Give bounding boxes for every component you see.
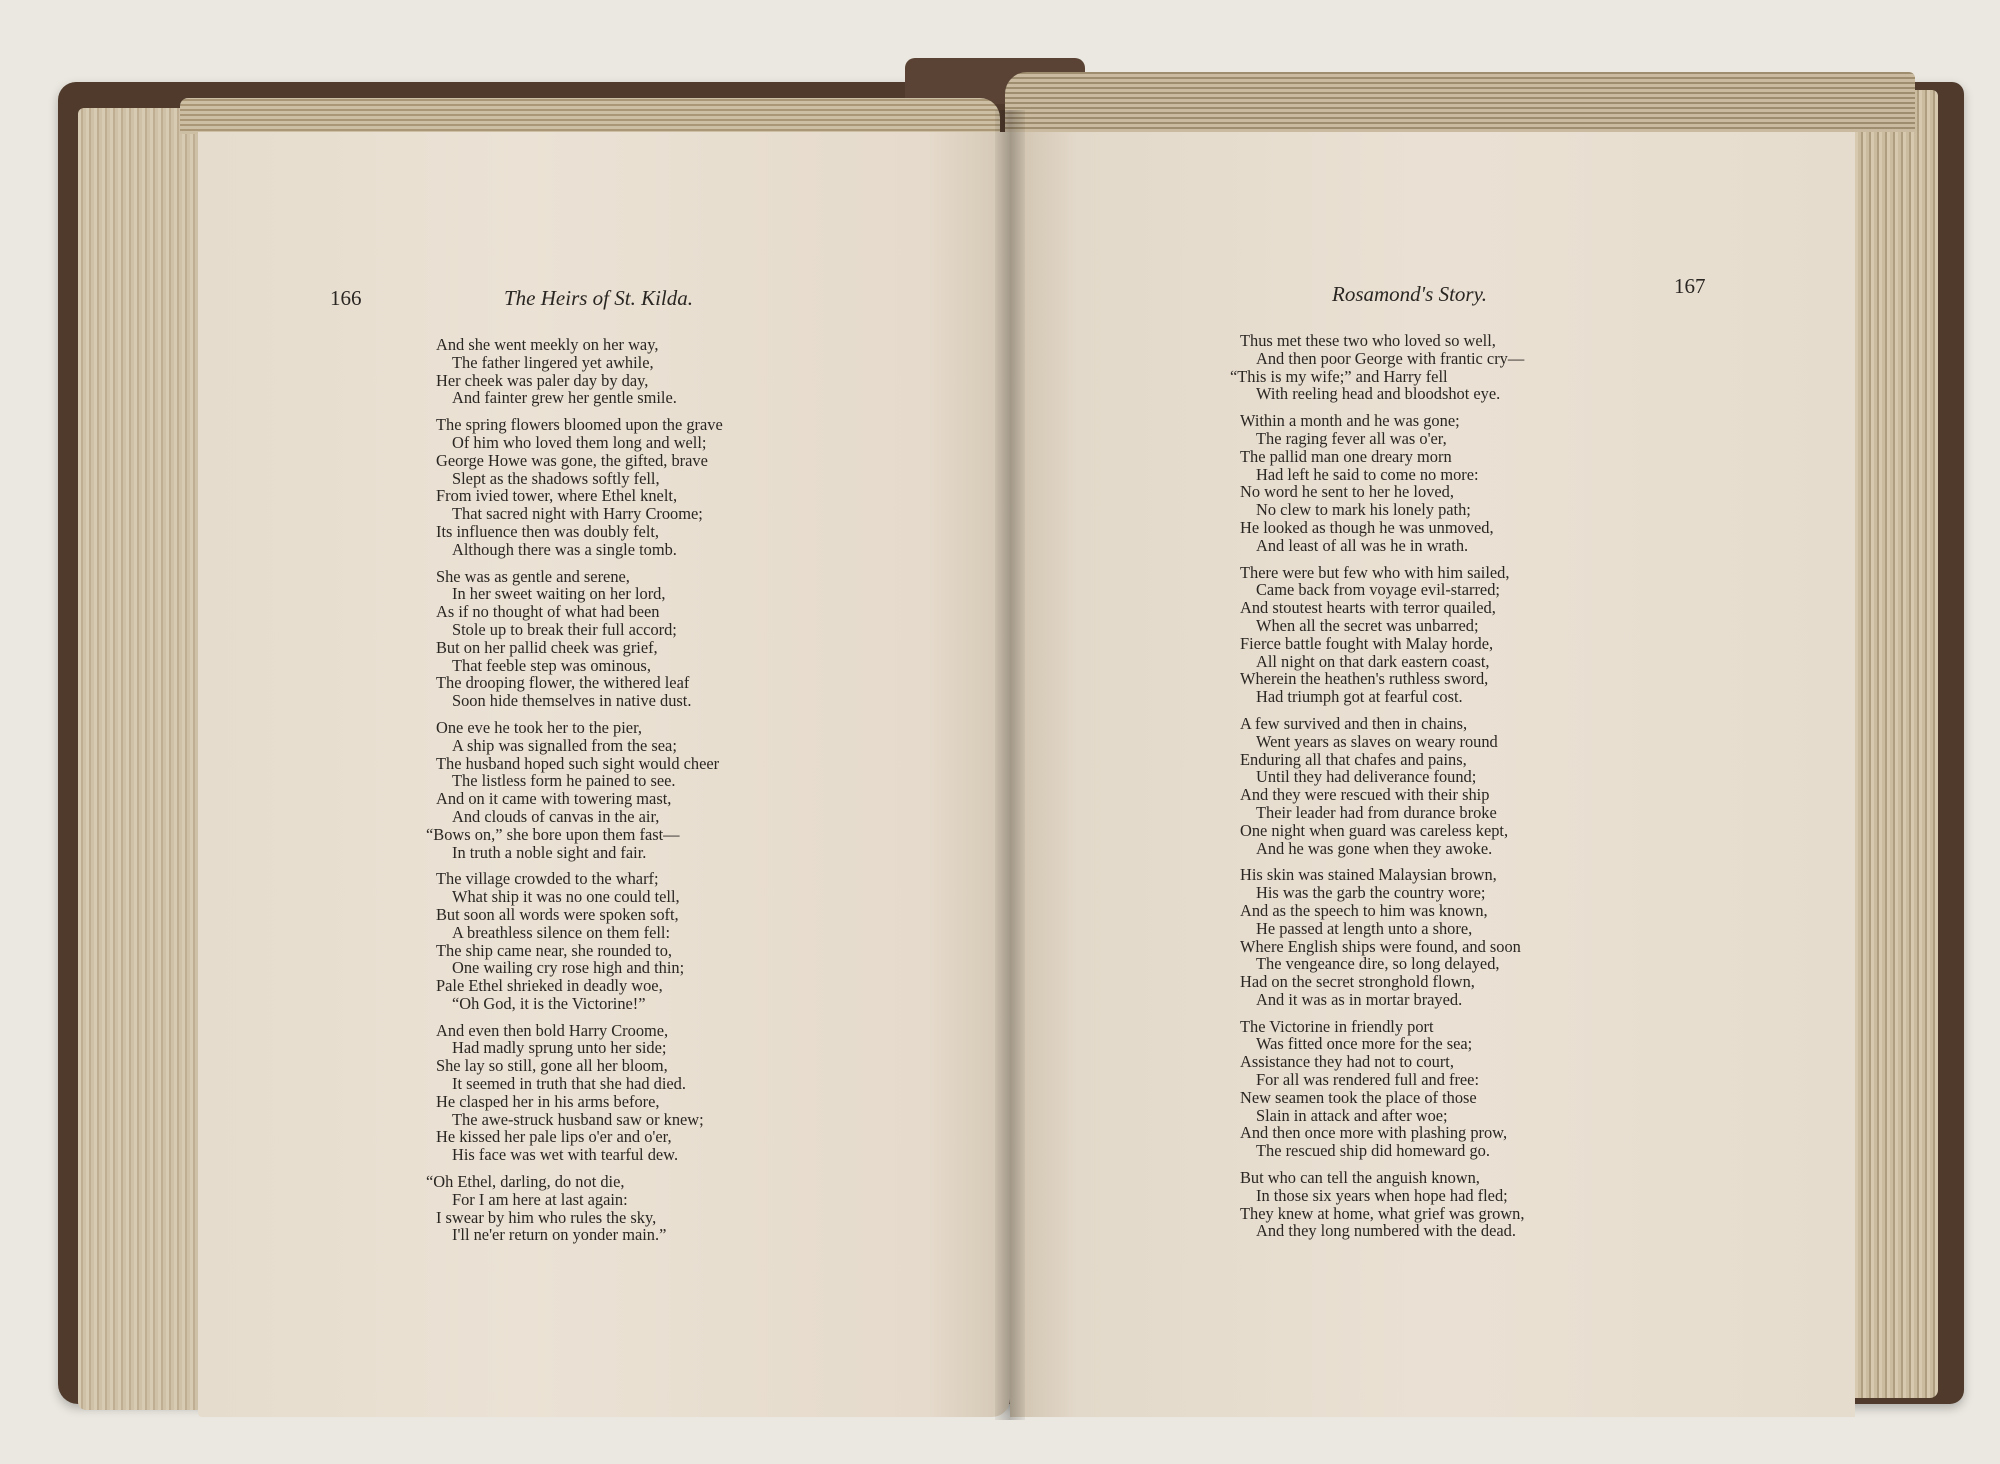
- poem-line: I'll ne'er return on yonder main.”: [452, 1225, 667, 1245]
- poem-line: Until they had deliverance found;: [1256, 767, 1477, 787]
- poem-line: Soon hide themselves in native dust.: [452, 691, 692, 711]
- poem-line: No clew to mark his lonely path;: [1256, 500, 1471, 520]
- poem-line: Where English ships were found, and soon: [1240, 936, 1521, 956]
- poem-line: One wailing cry rose high and thin;: [452, 958, 685, 978]
- stanza: [436, 416, 723, 558]
- poem-line: Had madly sprung unto her side;: [452, 1038, 667, 1058]
- poem-line: The spring flowers bloomed upon the grave: [436, 415, 723, 435]
- poem-line: The listless form he pained to see.: [452, 771, 676, 791]
- poem-line: And then once more with plashing prow,: [1240, 1123, 1508, 1143]
- poem-line: Came back from voyage evil-starred;: [1256, 580, 1500, 600]
- poem-line: There were but few who with him sailed,: [1240, 562, 1510, 582]
- poem-line: Their leader had from durance broke: [1256, 802, 1497, 822]
- poem-line: The awe-struck husband saw or knew;: [452, 1109, 704, 1129]
- poem-text: [1230, 331, 1525, 1249]
- book-gutter: [995, 110, 1025, 1420]
- poem-line: Had on the secret stronghold flown,: [1240, 972, 1475, 992]
- poem-line: All night on that dark eastern coast,: [1256, 651, 1490, 671]
- stanza: [1240, 1169, 1524, 1240]
- poem-line: Stole up to break their full accord;: [452, 619, 677, 639]
- stanza: [436, 1022, 723, 1164]
- poem-line: From ivied tower, where Ethel knelt,: [436, 486, 678, 506]
- poem-line: Her cheek was paler day by day,: [436, 370, 649, 390]
- poem-line: But on her pallid cheek was grief,: [436, 637, 658, 657]
- poem-line: That sacred night with Harry Croome;: [452, 504, 703, 524]
- poem-line: She lay so still, gone all her bloom,: [436, 1056, 668, 1076]
- poem-line: And on it came with towering mast,: [436, 789, 672, 809]
- poem-line: A breathless silence on them fell:: [452, 922, 671, 942]
- poem-line: It seemed in truth that she had died.: [452, 1074, 686, 1094]
- poem-line: Had left he said to come no more:: [1256, 464, 1479, 484]
- poem-line: He clasped her in his arms before,: [436, 1091, 660, 1111]
- poem-line: He passed at length unto a shore,: [1256, 918, 1473, 938]
- poem-line: Slept as the shadows softly fell,: [452, 468, 660, 488]
- stanza: [1240, 1018, 1524, 1160]
- poem-line: With reeling head and bloodshot eye.: [1256, 384, 1501, 404]
- poem-line: He looked as though he was unmoved,: [1240, 517, 1494, 537]
- poem-line: Enduring all that chafes and pains,: [1240, 749, 1467, 769]
- poem-line: He kissed her pale lips o'er and o'er,: [436, 1127, 672, 1147]
- poem-line: But who can tell the anguish known,: [1240, 1168, 1480, 1188]
- poem-line: His face was wet with tearful dew.: [452, 1145, 679, 1165]
- running-head: Rosamond's Story.: [1332, 282, 1487, 306]
- poem-line: As if no thought of what had been: [436, 602, 660, 622]
- right-page-edges: [1842, 90, 1938, 1398]
- stanza: [436, 568, 723, 710]
- poem-line: Fierce battle fought with Malay horde,: [1240, 633, 1494, 653]
- poem-line: And least of all was he in wrath.: [1256, 535, 1469, 555]
- poem-line: What ship it was no one could tell,: [452, 887, 680, 907]
- poem-line: In those six years when hope had fled;: [1256, 1185, 1508, 1205]
- poem-line: The rescued ship did homeward go.: [1256, 1141, 1490, 1161]
- poem-line: One eve he took her to the pier,: [436, 717, 642, 737]
- poem-line: And even then bold Harry Croome,: [436, 1020, 669, 1040]
- stanza: [1240, 564, 1524, 706]
- poem-line: And they were rescued with their ship: [1240, 785, 1490, 805]
- poem-line: The village crowded to the wharf;: [436, 869, 659, 889]
- poem-text: [426, 335, 723, 1253]
- poem-line: I swear by him who rules the sky,: [436, 1207, 657, 1227]
- poem-line: “This is my wife;” and Harry fell: [1230, 366, 1448, 386]
- poem-line: For I am here at last again:: [452, 1189, 628, 1209]
- poem-line: And fainter grew her gentle smile.: [452, 388, 677, 408]
- poem-line: The pallid man one dreary morn: [1240, 446, 1452, 466]
- poem-line: Thus met these two who loved so well,: [1240, 331, 1496, 350]
- poem-line: In her sweet waiting on her lord,: [452, 584, 666, 604]
- poem-line: The drooping flower, the withered leaf: [436, 673, 690, 693]
- poem-line: And stoutest hearts with terror quailed,: [1240, 598, 1496, 618]
- poem-line: Pale Ethel shrieked in deadly woe,: [436, 976, 663, 996]
- poem-line: “Oh Ethel, darling, do not die,: [426, 1172, 625, 1192]
- poem-line: Within a month and he was gone;: [1240, 411, 1460, 431]
- poem-line: The vengeance dire, so long delayed,: [1256, 954, 1500, 974]
- poem-line: The ship came near, she rounded to,: [436, 940, 673, 960]
- poem-line: The Victorine in friendly port: [1240, 1016, 1434, 1036]
- poem-line: When all the secret was unbarred;: [1256, 615, 1479, 635]
- left-page-edges: [78, 108, 208, 1410]
- stanza: [436, 336, 723, 407]
- poem-line: And then poor George with frantic cry—: [1256, 348, 1525, 368]
- poem-line: And she went meekly on her way,: [436, 335, 659, 354]
- poem-line: Slain in attack and after woe;: [1256, 1105, 1448, 1125]
- poem-line: Wherein the heathen's ruthless sword,: [1240, 669, 1489, 689]
- poem-line: The raging fever all was o'er,: [1256, 428, 1447, 448]
- page-number: 166: [330, 286, 362, 310]
- poem-line: One night when guard was careless kept,: [1240, 820, 1509, 840]
- poem-line: No word he sent to her he loved,: [1240, 482, 1454, 502]
- poem-line: But soon all words were spoken soft,: [436, 904, 679, 924]
- poem-line: “Bows on,” she bore upon them fast—: [426, 824, 680, 844]
- poem-line: His skin was stained Malaysian brown,: [1240, 865, 1497, 885]
- poem-line: Of him who loved them long and well;: [452, 432, 707, 452]
- running-head: The Heirs of St. Kilda.: [504, 286, 694, 310]
- poem-line: And he was gone when they awoke.: [1256, 838, 1493, 858]
- poem-line: “Oh God, it is the Victorine!”: [452, 993, 646, 1013]
- page-number: 167: [1674, 274, 1706, 298]
- poem-line: Its influence then was doubly felt,: [436, 521, 660, 541]
- poem-line: She was as gentle and serene,: [436, 566, 630, 586]
- stanza: [1230, 331, 1525, 404]
- stanza: [426, 717, 723, 862]
- poem-line: And they long numbered with the dead.: [1256, 1221, 1516, 1241]
- poem-line: The father lingered yet awhile,: [452, 352, 654, 372]
- poem-line: A ship was signalled from the sea;: [452, 735, 677, 755]
- poem-line: That feeble step was ominous,: [452, 655, 651, 675]
- left-top-page-edges: [180, 98, 1000, 134]
- poem-line: They knew at home, what grief was grown,: [1240, 1203, 1525, 1223]
- stanza: [1240, 715, 1524, 857]
- left-page: [198, 132, 1010, 1417]
- poem-line: The husband hoped such sight would cheer: [436, 753, 720, 773]
- poem-line: For all was rendered full and free:: [1256, 1070, 1480, 1090]
- poem-line: And as the speech to him was known,: [1240, 900, 1488, 920]
- poem-line: His was the garb the country wore;: [1256, 883, 1486, 903]
- poem-line: Assistance they had not to court,: [1240, 1052, 1454, 1072]
- poem-line: Was fitted once more for the sea;: [1256, 1034, 1473, 1054]
- poem-line: Went years as slaves on weary round: [1256, 731, 1498, 751]
- poem-line: A few survived and then in chains,: [1240, 713, 1468, 733]
- right-top-page-edges: [1005, 72, 1915, 132]
- poem-line: New seamen took the place of those: [1240, 1087, 1477, 1107]
- stanza: [426, 1172, 723, 1245]
- stanza: [1240, 866, 1524, 1008]
- stanza: [436, 870, 723, 1012]
- poem-line: And it was as in mortar brayed.: [1256, 989, 1463, 1009]
- poem-line: And clouds of canvas in the air,: [452, 806, 660, 826]
- poem-line: George Howe was gone, the gifted, brave: [436, 450, 708, 470]
- poem-line: Had triumph got at fearful cost.: [1256, 687, 1463, 707]
- right-page: [1010, 132, 1855, 1417]
- poem-line: In truth a noble sight and fair.: [452, 842, 647, 862]
- stanza: [1240, 412, 1524, 554]
- poem-line: Although there was a single tomb.: [452, 539, 677, 559]
